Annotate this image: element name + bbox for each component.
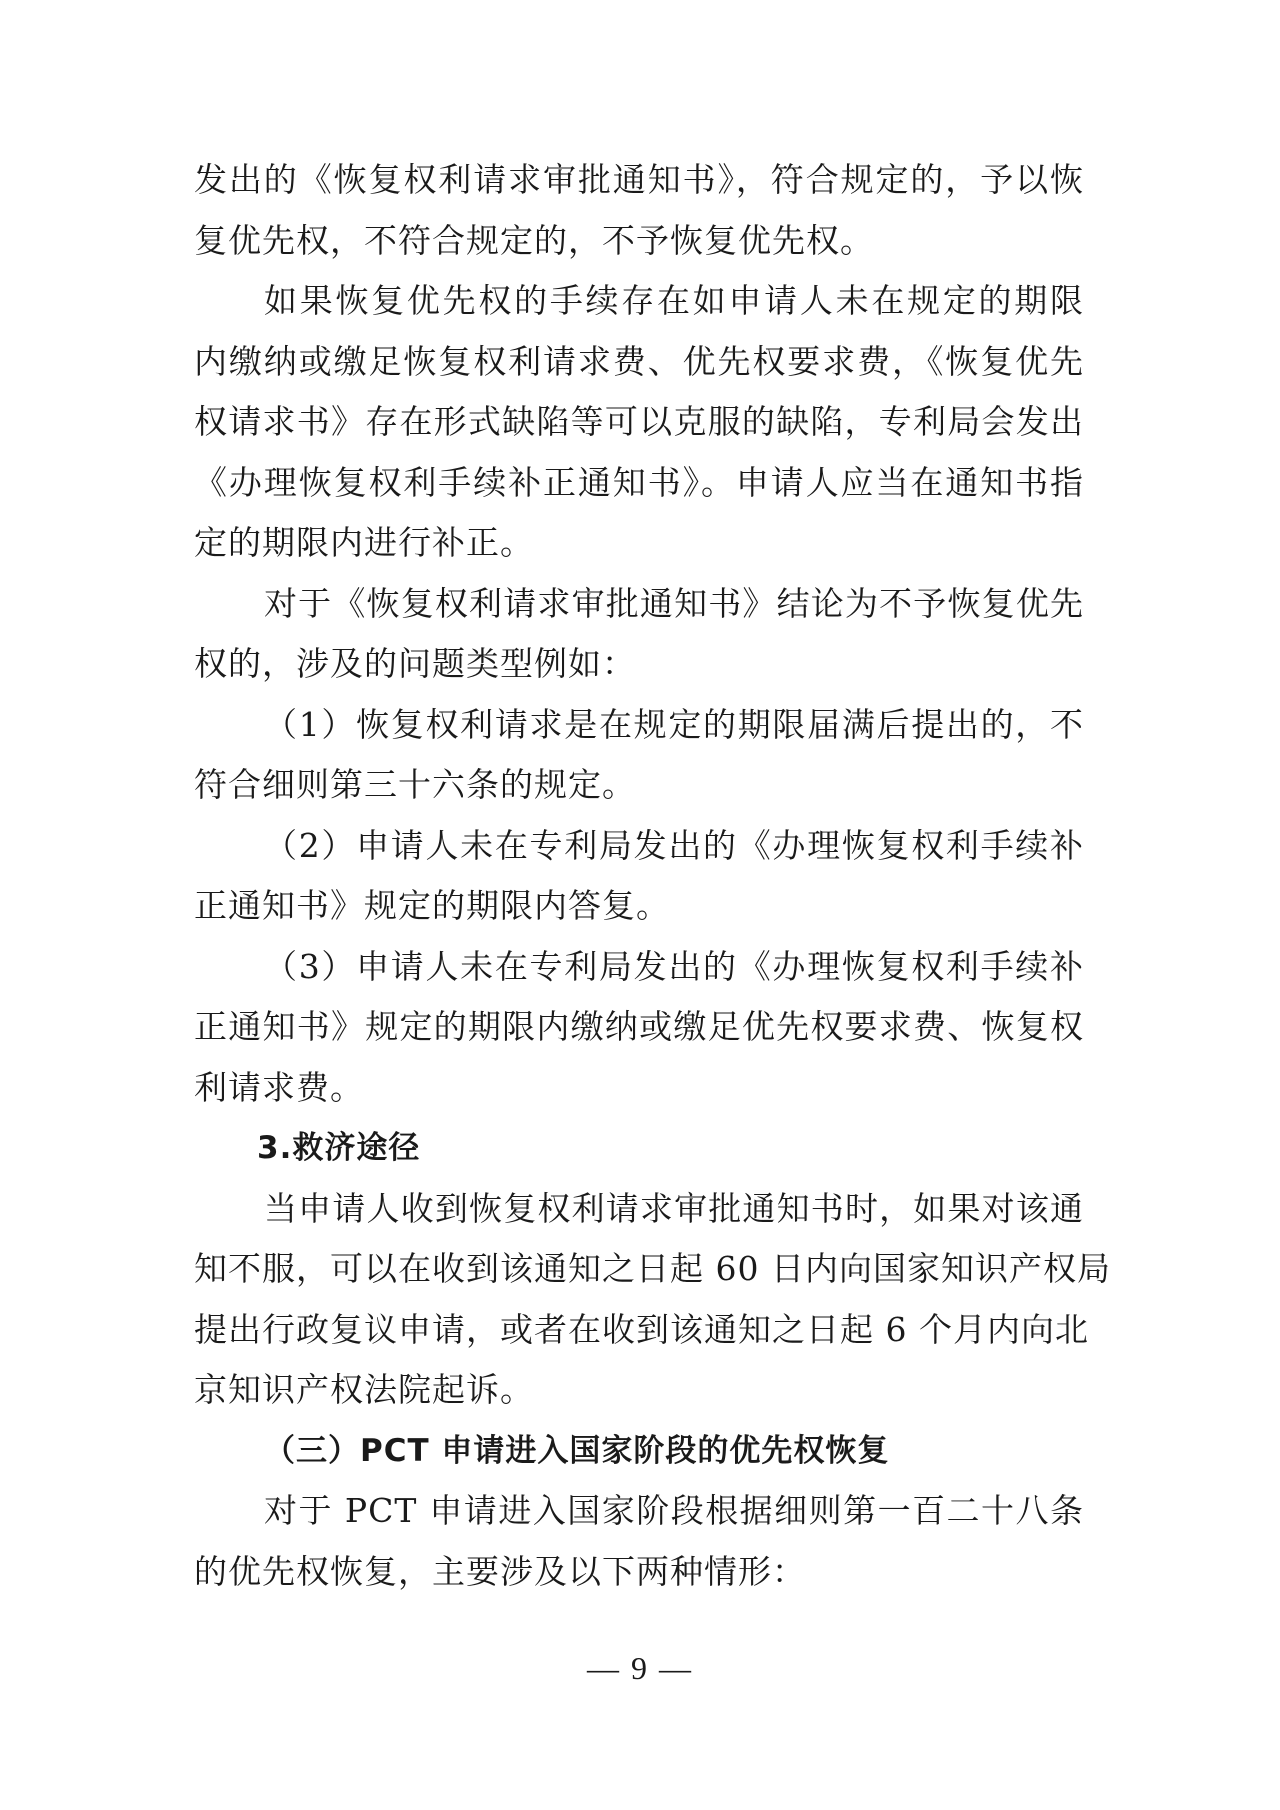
- text-line: 权请求书》存在形式缺陷等可以克服的缺陷，专利局会发出: [194, 402, 1084, 441]
- text-line: 符合细则第三十六条的规定。: [194, 765, 636, 804]
- text-line: 定的期限内进行补正。: [194, 523, 534, 562]
- text-line: 京知识产权法院起诉。: [194, 1370, 534, 1409]
- text-line: 知不服，可以在收到该通知之日起 60 日内向国家知识产权局: [194, 1249, 1111, 1288]
- text-line: 《办理恢复权利手续补正通知书》。申请人应当在通知书指: [194, 462, 1084, 502]
- text-line: 的优先权恢复，主要涉及以下两种情形：: [194, 1551, 806, 1591]
- text-line: （3）申请人未在专利局发出的《办理恢复权利手续补: [264, 946, 1084, 986]
- section-heading: （三）PCT 申请进入国家阶段的优先权恢复: [264, 1432, 890, 1469]
- text-line: 提出行政复议申请，或者在收到该通知之日起 6 个月内向北: [194, 1309, 1089, 1349]
- text-line: 如果恢复优先权的手续存在如申请人未在规定的期限: [264, 281, 1084, 320]
- text-line: 正通知书》规定的期限内缴纳或缴足优先权要求费、恢复权: [194, 1007, 1084, 1046]
- text-line: 正通知书》规定的期限内答复。: [194, 886, 670, 925]
- section-heading: 3.救济途径: [257, 1130, 421, 1166]
- text-line: 发出的《恢复权利请求审批通知书》，符合规定的，予以恢: [194, 160, 1084, 199]
- text-line: 复优先权，不符合规定的，不予恢复优先权。: [194, 220, 874, 260]
- text-line: 当申请人收到恢复权利请求审批通知书时，如果对该通: [264, 1188, 1084, 1228]
- text-line: （1）恢复权利请求是在规定的期限届满后提出的，不: [264, 704, 1084, 744]
- text-line: 对于 PCT 申请进入国家阶段根据细则第一百二十八条: [264, 1491, 1084, 1530]
- text-line: 内缴纳或缴足恢复权利请求费、优先权要求费，《恢复优先: [194, 341, 1084, 381]
- text-line: 利请求费。: [194, 1067, 364, 1107]
- text-line: 权的，涉及的问题类型例如：: [194, 644, 636, 683]
- text-line: （2）申请人未在专利局发出的《办理恢复权利手续补: [264, 825, 1084, 865]
- text-line: 对于《恢复权利请求审批通知书》结论为不予恢复优先: [264, 583, 1084, 623]
- document-body: [194, 150, 1111, 1602]
- page-number: — 9 —: [587, 1650, 693, 1686]
